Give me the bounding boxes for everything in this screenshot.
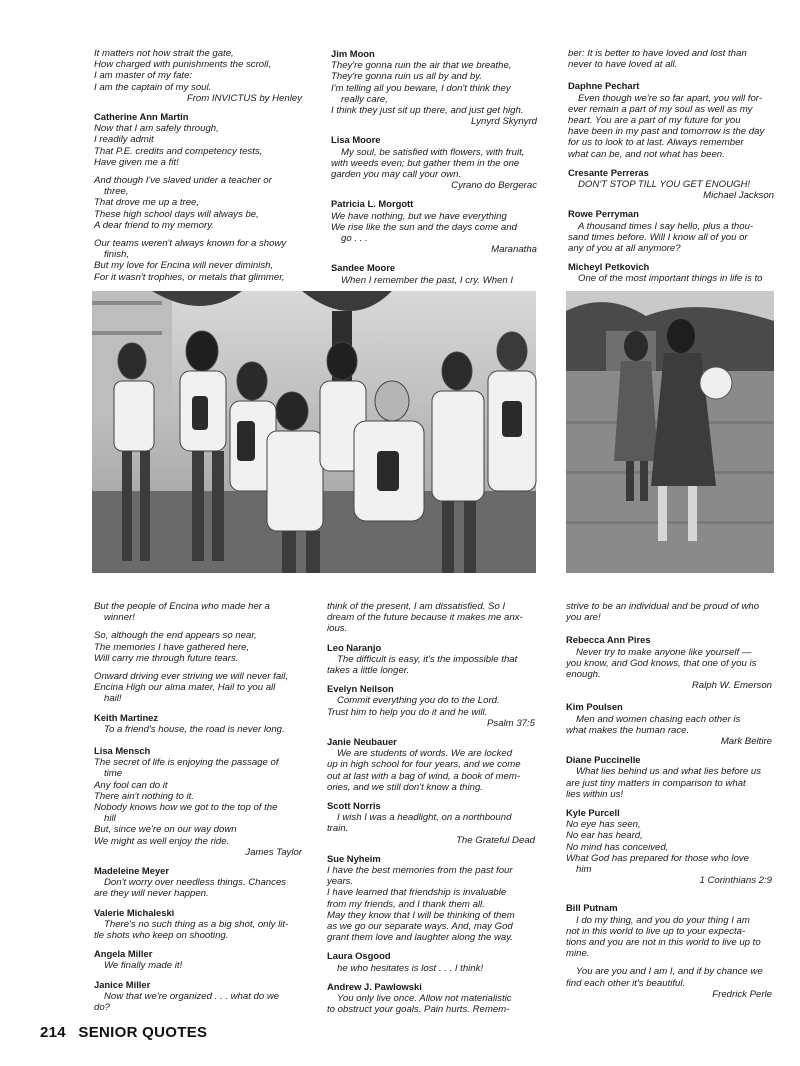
senior-name: Madeleine Meyer [94,865,170,877]
senior-entry [566,634,776,691]
senior-name: Sandee Moore [331,262,396,274]
senior-entry [94,979,306,1014]
volleyball-image [566,291,774,573]
quote-line: strive to be an individual and be proud of who [566,601,760,612]
quote-line: time [104,768,123,780]
senior-entry [568,167,778,202]
closing-quote [566,966,776,1000]
senior-entry [327,981,539,1016]
senior-entry [331,262,541,285]
quote-line: hill [104,813,116,825]
quote-line: are they will never happen. [94,888,209,900]
volleyball-photo [566,291,774,573]
quote-line: to obstruct your goals. Pain hurts. Remem- [327,1004,510,1016]
quote-line: really care, [341,93,388,105]
quote-line: mine. [566,948,590,960]
quote-line: him [576,864,592,876]
quote-line: Have given me a fit! [94,156,179,168]
quote-attribution: Fredrick Perle [712,988,772,1000]
quote-attribution: Maranatha [491,244,537,256]
quote-line: winner! [104,612,135,624]
quote-line: are just tiny matters in comparison to what [566,777,746,789]
quote-line: ious. [327,623,348,635]
quote-line: We rise like the sun and the days come and [331,221,517,233]
quote-line: So, although the end appears so near, [94,630,257,642]
quote-line: A dear friend to my memory. [94,219,214,231]
quote-line: Commit everything you do to the Lord. [337,695,500,707]
quote-line: There's no such thing as a big shot, only lit- [104,918,289,930]
senior-name: Janice Miller [94,978,151,990]
quote-line: three, [104,186,129,198]
senior-entry [327,950,539,973]
quote-line: Our teams weren't always known for a showy [94,238,287,250]
quote-line: ever remain a part of my soul as well as my [568,103,753,115]
quote-line: To a friend's house, the road is never long. [104,723,285,735]
quote-line: ories, and we still don't know a thing. [327,781,483,793]
quote-line: But the people of Encina who made her a [94,601,271,612]
quote-line: you are! [566,612,601,624]
quote-line: We have nothing, but we have everything [331,210,507,222]
quote-line: garden you may call your own. [331,169,462,181]
quote-line: Onward driving ever striving we will never fail, [94,671,289,683]
quote-line: he who hesitates is lost . . . I think! [337,962,484,974]
senior-entry [94,745,306,858]
senior-entry [94,712,306,735]
senior-entry [327,683,539,729]
quote-line: sand times before. Will I know all of you or [568,231,748,243]
senior-name: Cresante Perreras [568,166,649,178]
senior-entry [568,80,778,159]
quote-line: as we go our separate ways. And, may God [327,921,513,933]
quote-line: We might as well enjoy the ride. [94,835,230,847]
senior-name: Valerie Michaleski [94,906,175,918]
quote-line: for us to look to at last. Always remember [568,137,744,149]
quote-line: Will carry me through future tears. [94,652,239,664]
quote-line: tle shots who keep on shooting. [94,930,229,942]
quote-attribution: Mark Beltire [720,736,772,748]
quote-line: have been in my past and tomorrow is the day [568,126,765,138]
quote-line: not in this world to live up to your expecta- [566,925,746,937]
senior-name: Angela Miller [94,948,153,960]
quote-line: They're gonna ruin us all by and by. [331,71,482,83]
quote-line: dream of the future because it makes me anx- [327,612,523,624]
quote-line: But my love for Encina will never diminish, [94,260,274,272]
quote-attribution: Michael Jackson [703,190,774,202]
quote-line: Now that I am safely through, [94,123,219,135]
quote-line: You only live once. Allow not materialistic [337,993,512,1005]
quote-line: Even though we're so far apart, you will for- [578,92,763,104]
quote-line: lies within us! [566,788,624,800]
senior-name: Daphne Pechart [568,80,640,92]
senior-entry [566,701,776,747]
quote-line: I readily admit [94,134,154,146]
poem-stanza [94,671,306,705]
quote-line: I have the best memories from the past four [327,865,513,877]
quote-line: hail! [104,693,122,705]
quote-line: I have learned that friendship is invaluable [327,887,507,899]
poem-stanza [94,601,306,623]
quote-line: up in high school for four years, and we come [327,759,521,771]
quote-line: Encina High our alma mater, Hail to you all [94,682,276,694]
quote-line: never to have loved at all. [568,59,678,71]
quote-line: I am the captain of my soul. [94,81,212,93]
quote-line: Trust him to help you do it and he will. [327,706,488,718]
quote-line: think of the present, I am dissatisfied. So I [327,601,506,612]
quote-attribution: Lynyrd Skynyrd [471,116,537,128]
senior-name: Catherine Ann Martin [94,111,189,123]
quote-line: Don't worry over needless things. Chances [104,877,287,889]
senior-name: Kyle Purcell [566,807,620,819]
quote-line: The memories I have gathered here, [94,641,250,653]
senior-name: Micheyl Petkovich [568,261,650,273]
quote-line: I think they just sit up there, and just get high. [331,105,524,117]
quote-line: with weeds even; but gather them in the one [331,157,520,169]
poem-stanza [94,175,306,231]
quote-continuation [568,48,778,70]
quote-line: My soul, be satisfied with flowers, with fruit, [341,146,525,158]
quote-line: Any fool can do it [94,779,168,791]
quote-line: enough. [566,669,601,681]
senior-entry [331,48,541,127]
page-number: 214 [40,1024,66,1041]
senior-entry [94,111,306,168]
quote-line: It matters not how strait the gate, [94,48,234,59]
quote-line: Now that we're organized . . . what do we [104,990,280,1002]
senior-name: Laura Osgood [327,950,391,962]
senior-entry [94,865,306,900]
senior-entry [327,853,539,944]
quote-line: These high school days will always be, [94,208,259,220]
quote-line: How charged with punishments the scroll, [94,59,272,71]
senior-name: Janie Neubauer [327,736,397,748]
quote-line: They're gonna ruin the air that we breathe, [331,60,512,72]
quote-line: What God has prepared for those who love [566,852,749,864]
quote-line: I wish I was a headlight, on a northbound [337,812,512,824]
cheering-group-photo [92,291,536,573]
senior-entry [568,208,778,254]
quote-line: But, since we're on our way down [94,824,237,836]
quote-line: I'm telling all you beware, I don't think they [331,82,511,94]
quote-line: What lies behind us and what lies before us [576,766,762,778]
quote-line: When I remember the past, I cry. When I [341,274,514,286]
quote-line: train. [327,823,349,835]
invictus-quote [94,48,306,104]
quote-line: do? [94,1002,111,1014]
quote-line: We are students of words. We are locked [337,748,513,760]
quote-attribution: The Grateful Dead [456,834,535,846]
senior-name: Scott Norris [327,800,381,812]
senior-entry [327,642,539,677]
quote-line: The secret of life is enjoying the passage of [94,757,279,769]
quote-line: You are you and I am I, and if by chance we [576,966,763,978]
quote-line: That P.E. credits and competency tests, [94,145,263,157]
senior-name: Rowe Perryman [568,208,639,220]
quote-line: I do my thing, and you do your thing I am [576,914,750,926]
quote-line: One of the most important things in life is to [578,273,763,285]
senior-name: Rebecca Ann Pires [566,634,651,646]
quote-line: grant them love and laughter along the way. [327,932,513,944]
top-left-column [94,48,306,284]
quote-attribution: From INVICTUS by Henley [186,92,302,104]
quote-line: And though I've slaved under a teacher or [94,175,272,187]
page-footer [40,1024,207,1041]
quote-line: finish, [104,249,130,261]
senior-entry [568,261,778,284]
bottom-right-column [566,601,776,1000]
quote-line: May they know that I will be thinking of them [327,909,515,921]
quote-attribution: Ralph W. Emerson [691,680,772,692]
senior-name: Patricia L. Morgott [331,198,414,210]
senior-entry [331,198,541,255]
senior-entry [327,736,539,793]
quote-line: go . . . [341,233,368,245]
quote-line: Never try to make anyone like yourself — [576,646,752,658]
senior-entry [94,948,306,971]
bottom-middle-column [327,601,539,1016]
quote-line: what can be, and not what has been. [568,148,725,160]
quote-line: For it wasn't trophies, or metals that glimmer, [94,271,285,283]
bottom-left-column [94,601,306,1014]
quote-attribution: Psalm 37:5 [487,717,535,729]
quote-line: ber: It is better to have loved and lost than [568,48,747,59]
quote-attribution: 1 Corinthians 2:9 [699,875,772,887]
quote-line: That drove me up a tree, [94,197,200,209]
cheering-group-image [92,291,536,573]
quote-line: tions and you are not in this world to live up to [566,937,761,949]
senior-name: Evelyn Neilson [327,683,394,695]
quote-attribution: James Taylor [245,846,302,858]
senior-entry [566,807,776,886]
senior-name: Kim Poulsen [566,701,623,713]
senior-entry [327,800,539,846]
quote-line: what makes the human race. [566,724,690,736]
senior-name: Leo Naranjo [327,641,382,653]
quote-line: There ain't nothing to it. [94,790,194,802]
senior-name: Sue Nyheim [327,852,381,864]
quote-line: find each other it's beautiful. [566,977,686,989]
quote-continuation [566,601,776,623]
senior-name: Lisa Mensch [94,745,151,757]
quote-line: you know, and God knows, that one of you is [566,657,757,669]
quote-line: years. [327,876,354,888]
quote-line: DON'T STOP TILL YOU GET ENOUGH! [578,179,751,191]
senior-name: Keith Martinez [94,711,159,723]
quote-continuation [327,601,539,635]
quote-line: heart. You are a part of my future for you [568,115,741,127]
quote-line: from my friends, and I thank them all. [327,898,485,910]
quote-line: any of you at all anymore? [568,243,681,255]
quote-line: No ear has heard, [566,830,643,842]
senior-entry [331,134,541,191]
section-title: SENIOR QUOTES [78,1024,208,1041]
quote-attribution: Cyrano do Bergerac [451,180,537,192]
senior-entry [94,907,306,942]
quote-line: A thousand times I say hello, plus a thou- [578,220,754,232]
quote-line: The difficult is easy, it's the impossible that [337,653,518,665]
poem-stanza [94,630,306,664]
quote-line: No mind has conceived, [566,841,669,853]
senior-name: Andrew J. Pawlowski [327,980,422,992]
quote-line: I am master of my fate: [94,70,193,82]
senior-name: Jim Moon [331,48,375,59]
top-right-column [568,48,778,284]
poem-stanza [94,238,306,283]
senior-name: Lisa Moore [331,134,381,146]
senior-entry [566,902,776,959]
quote-line: Men and women chasing each other is [576,713,741,725]
quote-line: No eye has seen, [566,819,641,831]
senior-name: Diane Puccinelle [566,754,641,766]
quote-line: Nobody knows how we got to the top of the [94,802,278,814]
quote-line: out at last with a bag of wind, a book of mem- [327,770,521,782]
quote-line: takes a little longer. [327,665,410,677]
senior-entry [566,754,776,800]
senior-name: Bill Putnam [566,902,618,914]
top-middle-column [331,48,541,284]
quote-line: We finally made it! [104,960,183,972]
